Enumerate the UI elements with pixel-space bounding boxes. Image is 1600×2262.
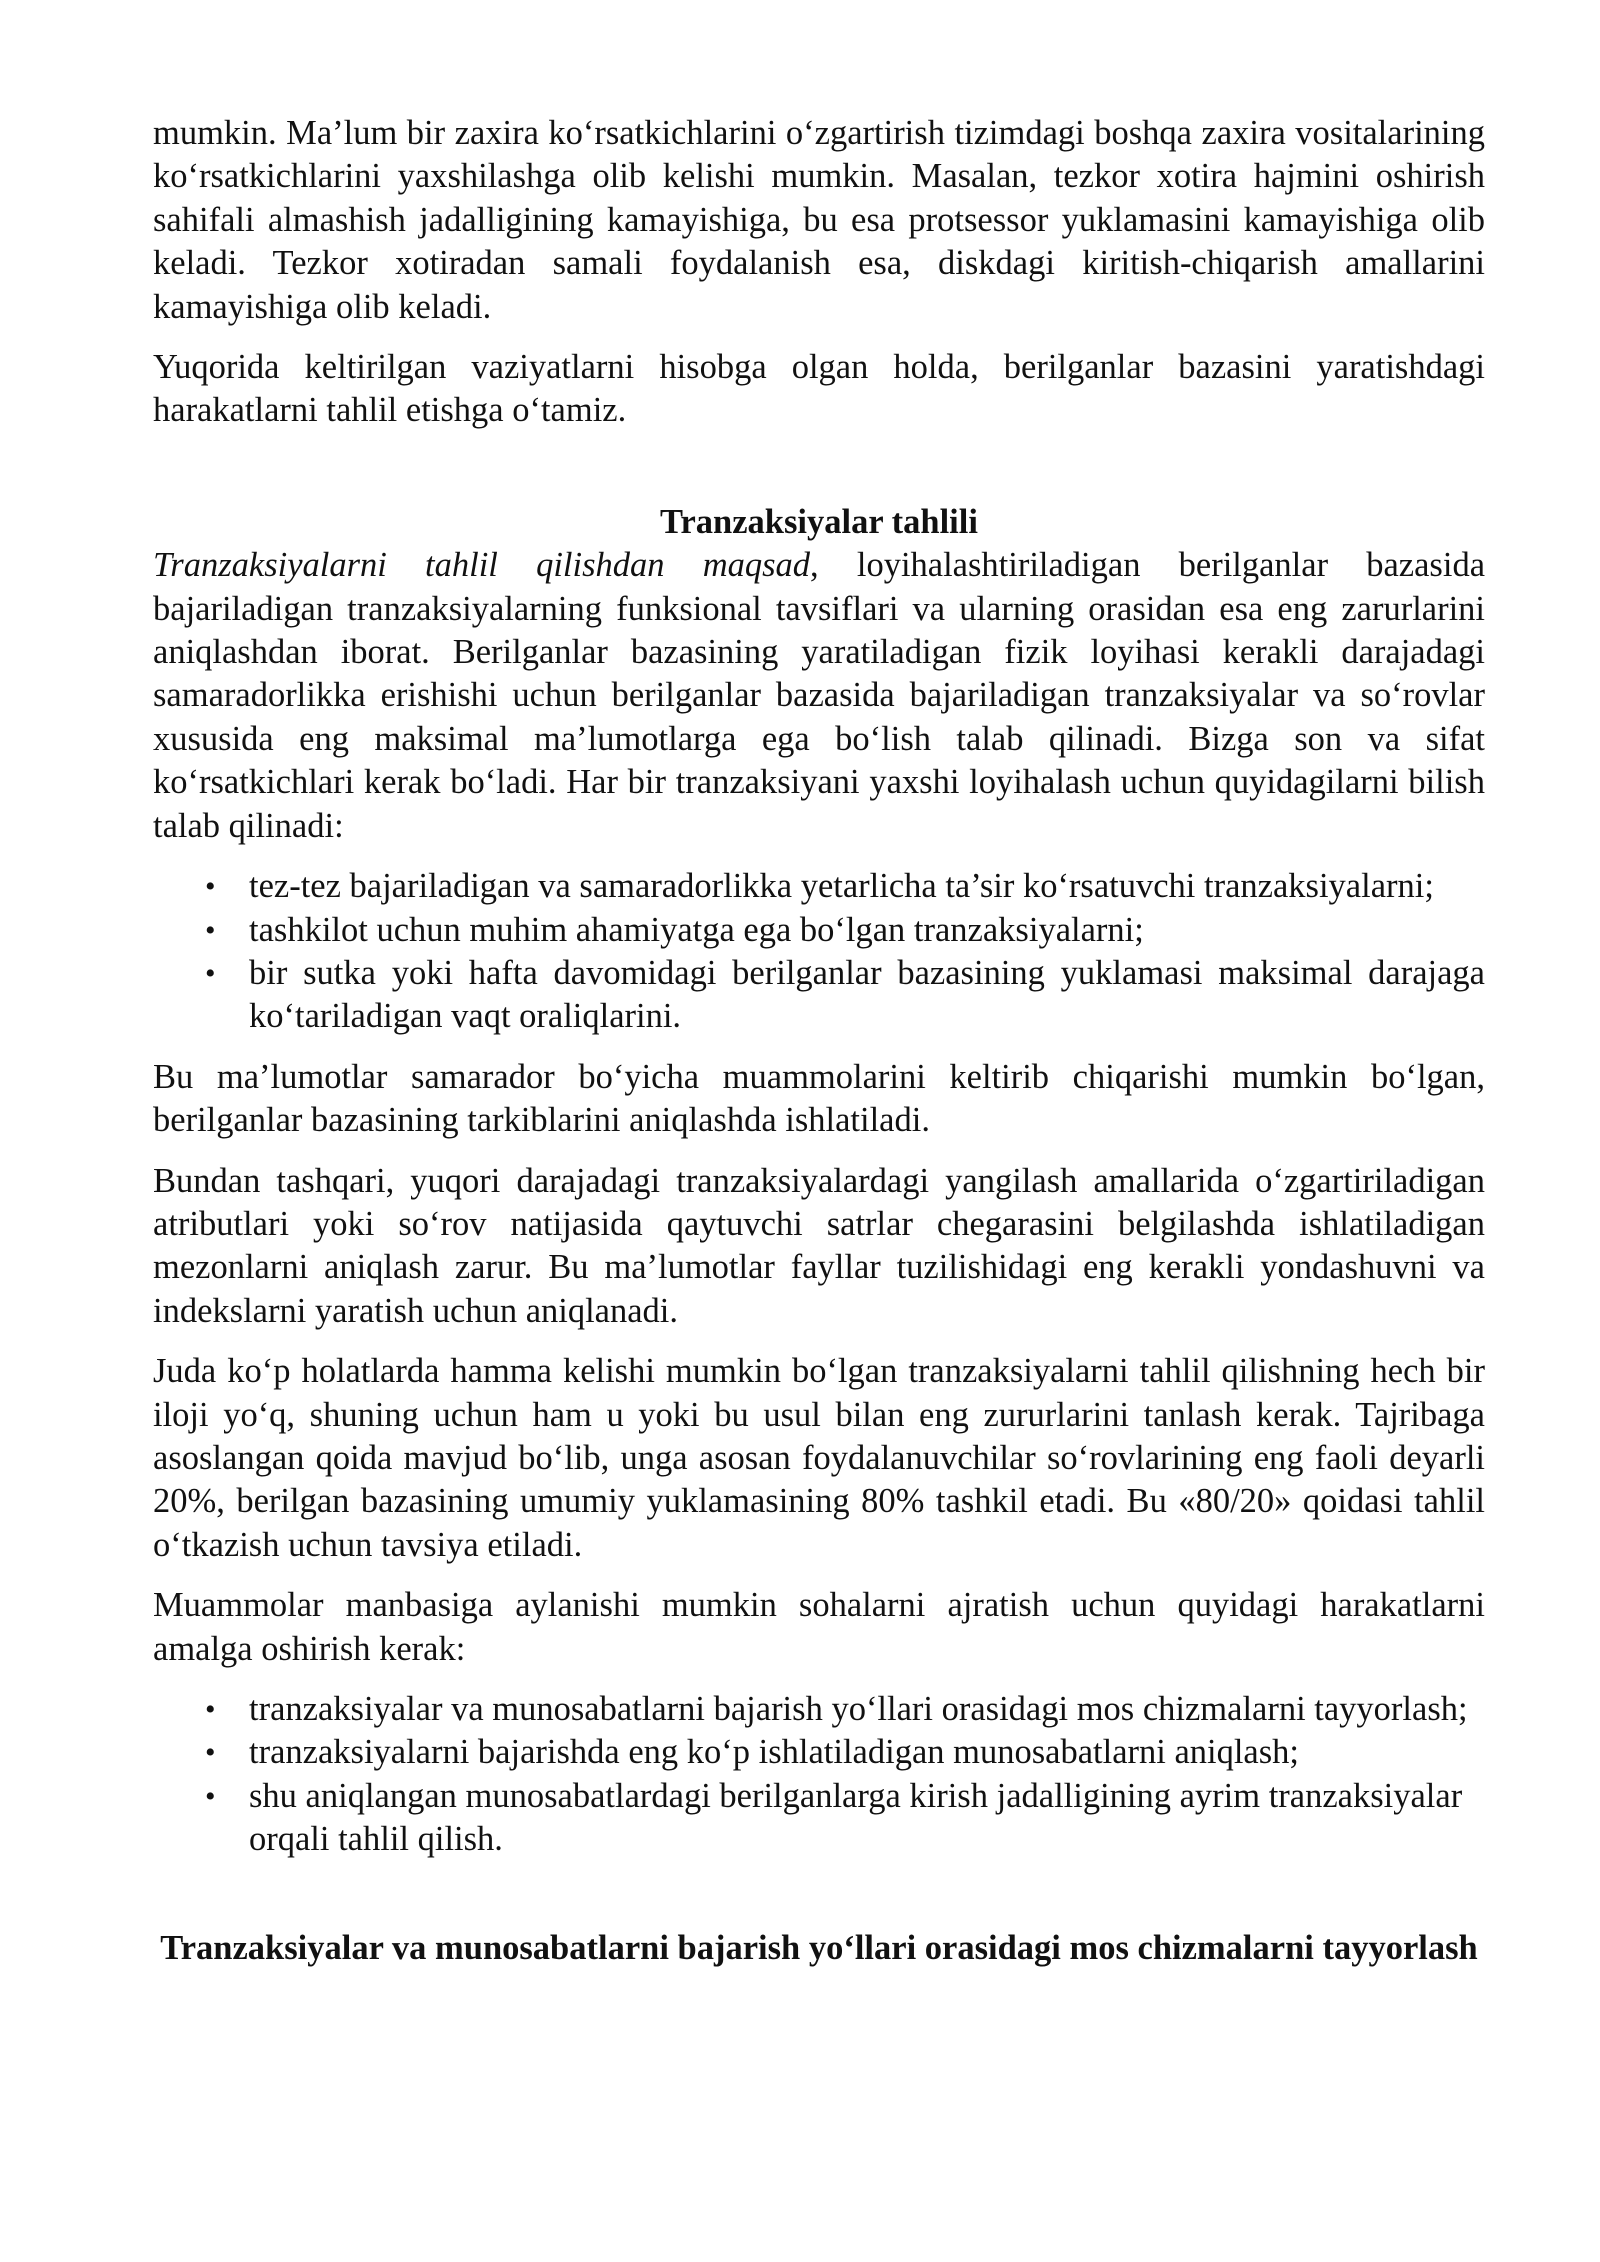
paragraph: Bu ma’lumotlar samarador bo‘yicha muammolarini keltirib chiqarishi mumkin bo‘lgan, berilganlar bazasining tarkiblarini aniqlashda ishlatiladi.: [153, 1057, 1485, 1140]
list-item: • shu aniqlangan munosabatlardagi berilganlarga kirish jadalligining ayrim tranzaksiyalar orqali tahlil qilish.: [205, 1776, 1463, 1859]
list-item: • tranzaksiyalarni bajarishda eng ko‘p ishlatiladigan munosabatlarni aniqlash;: [153, 1731, 1485, 1774]
paragraph: [153, 544, 1485, 848]
paragraph: Bundan tashqari, yuqori darajadagi tranzaksiyalardagi yangilash amallarida o‘zgartiriladigan atributlari yoki so‘rov natijasida qaytuvchi satrlar chegarasini belgilashda ishlatiladigan mezonlarni aniqlash zarur. Bu ma’lumotlar fayllar tuzilishidagi eng kerakli yondashuvni va indekslarni yaratish uchun aniqlanadi.: [153, 1161, 1485, 1330]
bullet-icon: •: [205, 1693, 216, 1726]
paragraph-text: , loyihalashtiriladigan berilganlar bazasida bajariladigan tranzaksiyalarning funksional tavsiflari va ularning orasidan esa eng zarurlarini aniqlashdan iborat. Berilganlar bazasining yaratiladigan fizik loyihasi kerakli darajadagi samaradorlikka erishishi uchun berilganlar bazasida bajariladigan tranzaksiyalar va so‘rovlar xususida eng maksimal ma’lumotlarga ega bo‘lish talab qilinadi. Bizga son va sifat ko‘rsatkichlari kerak bo‘ladi. Har bir tranzaksiyani yaxshi loyihalash uchun quyidagilarni bilish talab qilinadi:: [153, 546, 1486, 845]
list-item: • tranzaksiyalar va munosabatlarni bajarish yo‘llari orasidagi mos chizmalarni tayyorlash;: [153, 1688, 1485, 1731]
list-item: • bir sutka yoki hafta davomidagi berilganlar bazasining yuklamasi maksimal darajaga ko‘tariladigan vaqt oraliqlarini.: [205, 953, 1485, 1036]
section-heading: Tranzaksiyalar tahlili: [660, 502, 978, 541]
bullet-icon: •: [205, 870, 216, 904]
bullet-icon: •: [205, 956, 216, 990]
document-page: [153, 112, 1485, 1970]
paragraph: Juda ko‘p holatlarda hamma kelishi mumkin bo‘lgan tranzaksiyalarni tahlil qilishning hech bir iloji yo‘q, shuning uchun ham u yoki bu usul bilan eng zururlarini tanlash kerak. Tajribaga asoslangan qoida mavjud bo‘lib, unga asosan foydalanuvchilar so‘rovlarining eng faoli deyarli 20%, berilgan bazasining umumiy yuklamasining 80% tashkil etadi. Bu «80/20» qoidasi tahlil o‘tkazish uchun tavsiya etiladi.: [153, 1352, 1485, 1564]
bullet-icon: •: [205, 1736, 216, 1770]
paragraph: mumkin. Ma’lum bir zaxira ko‘rsatkichlarini o‘zgartirish tizimdagi boshqa zaxira vositalarining ko‘rsatkichlarini yaxshilashga olib kelishi mumkin. Masalan, tezkor xotira hajmini oshirish sahifali almashish jadalligining kamayishiga, bu esa protsessor yuklamasini kamayishiga olib keladi. Tezkor xotiradan samali foydalanish esa, diskdagi kiritish-chiqarish amallarini kamayishiga olib keladi.: [153, 114, 1485, 326]
section-heading: Tranzaksiyalar va munosabatlarni bajarish yo‘llari orasidagi mos chizmalarni tayyorlash: [160, 1928, 1478, 1967]
bullet-icon: •: [205, 1779, 216, 1813]
bullet-list: [153, 1688, 1485, 1862]
bullet-list: [153, 865, 1485, 1039]
list-item: • tez-tez bajariladigan va samaradorlikka yetarlicha ta’sir ko‘rsatuvchi tranzaksiyalarni;: [153, 865, 1485, 908]
paragraph: Muammolar manbasiga aylanishi mumkin sohalarni ajratish uchun quyidagi harakatlarni amalga oshirish kerak:: [153, 1586, 1485, 1668]
italic-lead: Tranzaksiyalarni tahlil qilishdan maqsad: [153, 546, 811, 585]
list-item: • tashkilot uchun muhim ahamiyatga ega bo‘lgan tranzaksiyalarni;: [153, 909, 1485, 952]
paragraph: Yuqorida keltirilgan vaziyatlarni hisobga olgan holda, berilganlar bazasini yaratishdagi harakatlarni tahlil etishga o‘tamiz.: [153, 348, 1485, 430]
bullet-icon: •: [205, 913, 216, 947]
